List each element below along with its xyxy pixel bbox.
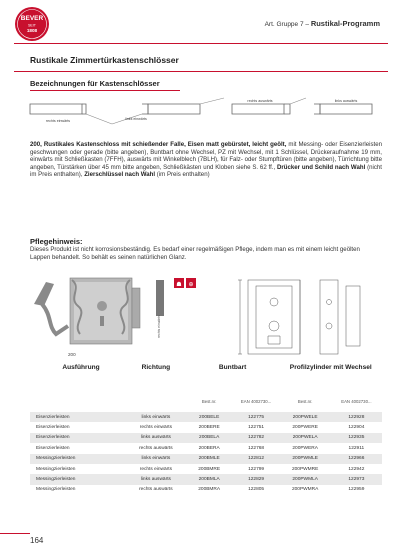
table-row xyxy=(30,433,382,443)
col-subheader: Best.nr. xyxy=(297,398,313,404)
bever-logo xyxy=(14,6,50,42)
table-cell: links auswärts xyxy=(126,474,186,484)
lock-photo xyxy=(34,278,140,357)
col-header: Ausführung xyxy=(62,364,100,371)
table-cell: 122768 xyxy=(233,443,280,453)
col-header: Profilzylinder mit Wechsel xyxy=(289,364,372,371)
care-text: Dieses Produkt ist nicht korrosionsbeständig. Es bedarf einer regelmäßigen Pflege, indem man es mit einem leicht geölten Lappen behandelt. So behält es seinen natürlichen Glanz. xyxy=(30,246,360,261)
table-cell: 122751 xyxy=(233,422,280,432)
product-images xyxy=(28,276,380,360)
table-cell: 200BERA xyxy=(186,443,233,453)
product-side-label: rechts einwärts xyxy=(157,315,161,338)
table-cell: 122782 xyxy=(233,433,280,443)
svg-text:SEIT: SEIT xyxy=(28,23,36,28)
table-cell: Eisenzierleisten xyxy=(30,443,126,453)
table-cell: 200BMLA xyxy=(186,474,233,484)
table-cell: 200BMLE xyxy=(186,454,233,464)
table-cell: 200PWMRA xyxy=(280,485,331,495)
table-cell: rechts auswärts xyxy=(126,443,186,453)
col-subheader: EAN 4002730... xyxy=(240,398,272,404)
table-cell: Eisenzierleisten xyxy=(30,412,126,422)
table-subheader xyxy=(30,390,382,412)
table-cell: 122812 xyxy=(233,454,280,464)
table-cell: Messingzierleisten xyxy=(30,474,126,484)
table-row xyxy=(30,454,382,464)
desc-bold-3: Zierschlüssel nach Wahl xyxy=(82,171,156,179)
table-cell: 122966 xyxy=(331,454,382,464)
table-cell: 200BERE xyxy=(186,422,233,432)
diagram-label: rechts einwärts xyxy=(45,119,71,123)
table-cell: 200PWMLA xyxy=(280,474,331,484)
desc-bold-1: 200, Rustikales Kastenschloss mit schießender Falle, Eisen matt gebürstet, leicht geölt, xyxy=(30,141,287,148)
table-cell: 200PWELA xyxy=(280,433,331,443)
table-cell: 200PWERA xyxy=(280,443,331,453)
desc-text-2: (nicht im Preis enthalten), xyxy=(30,163,382,179)
svg-text:1808: 1808 xyxy=(26,28,38,33)
table-cell: 200BELA xyxy=(186,433,233,443)
page-header xyxy=(265,19,380,28)
table-cell: 122911 xyxy=(331,443,382,453)
table-cell: 122805 xyxy=(233,485,280,495)
diagram-label: links auswärts xyxy=(334,99,358,103)
table-row xyxy=(30,443,382,453)
subsection-underline xyxy=(30,90,180,91)
diagram-label: rechts auswärts xyxy=(247,99,273,103)
table-cell: 200BMRA xyxy=(186,485,233,495)
table-cell: links einwärts xyxy=(126,454,186,464)
table-cell: rechts auswärts xyxy=(126,485,186,495)
product-number: 200 xyxy=(68,352,76,357)
product-description xyxy=(30,141,382,179)
header-title: Rustikal-Programm xyxy=(310,19,380,28)
desc-text-1: mit Messing- oder Eisenzierleisten geschwungen oder gerade (bitte angeben), Buntbart ohne Wechsel, PZ mit Wechsel, mit 1 Schlüssel, Drückeraufnahme 19 mm, einwärts mit Schließkasten (7FFH), auswärts mit Winkelblech (7BLH), für Falz- oder Stumpftüren (bitte angeben), Türrichtung bitte angeben, Türstärken über 45 mm bitte angeben, Schließkästen und Kloben siehe S. 62 ff., xyxy=(30,141,382,171)
table-row xyxy=(30,485,382,495)
table-row xyxy=(30,474,382,484)
table-cell: Messingzierleisten xyxy=(30,485,126,495)
security-icon-1: ☗ xyxy=(176,282,182,288)
desc-bold-2: Drücker und Schild nach Wahl xyxy=(275,163,366,171)
table-cell: 200BMRE xyxy=(186,464,233,474)
table-cell: 122928 xyxy=(331,412,382,422)
table-header xyxy=(30,361,382,390)
table-cell: 200BELE xyxy=(186,412,233,422)
table-cell: Messingzierleisten xyxy=(30,464,126,474)
table-cell: rechts einwärts xyxy=(126,422,186,432)
col-header: Buntbart xyxy=(218,364,247,371)
section-title: Rustikale Zimmertürkastenschlösser xyxy=(30,55,179,65)
table-row xyxy=(30,422,382,432)
col-subheader: Best.nr. xyxy=(201,398,217,404)
table-cell: 122935 xyxy=(331,433,382,443)
desc-text-3: (im Preis enthalten) xyxy=(155,171,210,179)
page-number: 164 xyxy=(30,536,44,545)
subsection-title: Bezeichnungen für Kastenschlösser xyxy=(30,79,160,88)
security-icons xyxy=(174,278,196,288)
care-title: Pflegehinweis: xyxy=(30,237,83,246)
product-table xyxy=(30,361,382,495)
page-number-rule xyxy=(0,533,30,534)
table-cell: links auswärts xyxy=(126,433,186,443)
header-prefix: Art. Gruppe 7 – xyxy=(264,21,311,28)
table-cell: 122799 xyxy=(233,464,280,474)
door-direction-diagram xyxy=(28,96,376,132)
hand-icon-box xyxy=(156,280,164,338)
table-row xyxy=(30,412,382,422)
header-divider xyxy=(14,43,388,44)
section-divider xyxy=(14,71,388,72)
table-cell: 122904 xyxy=(331,422,382,432)
table-cell: 200PWERE xyxy=(280,422,331,432)
table-cell: links einwärts xyxy=(126,412,186,422)
security-icon-2: ⊕ xyxy=(188,282,194,288)
table-cell: 122942 xyxy=(331,464,382,474)
svg-text:BEVER: BEVER xyxy=(20,15,44,22)
technical-drawing xyxy=(238,280,360,354)
table-row xyxy=(30,464,382,474)
table-cell: rechts einwärts xyxy=(126,464,186,474)
col-subheader: EAN 4002730... xyxy=(341,398,372,404)
table-cell: 200PWMRE xyxy=(280,464,331,474)
table-cell: Eisenzierleisten xyxy=(30,433,126,443)
table-cell: 122775 xyxy=(233,412,280,422)
col-header: Richtung xyxy=(141,364,171,371)
table-cell: 122959 xyxy=(331,485,382,495)
table-cell: Eisenzierleisten xyxy=(30,422,126,432)
table-cell: 200PWELE xyxy=(280,412,331,422)
diagram-label: links einwärts xyxy=(125,117,147,121)
table-cell: Messingzierleisten xyxy=(30,454,126,464)
table-cell: 200PWMLE xyxy=(280,454,331,464)
table-cell: 122973 xyxy=(331,474,382,484)
table-cell: 122829 xyxy=(233,474,280,484)
